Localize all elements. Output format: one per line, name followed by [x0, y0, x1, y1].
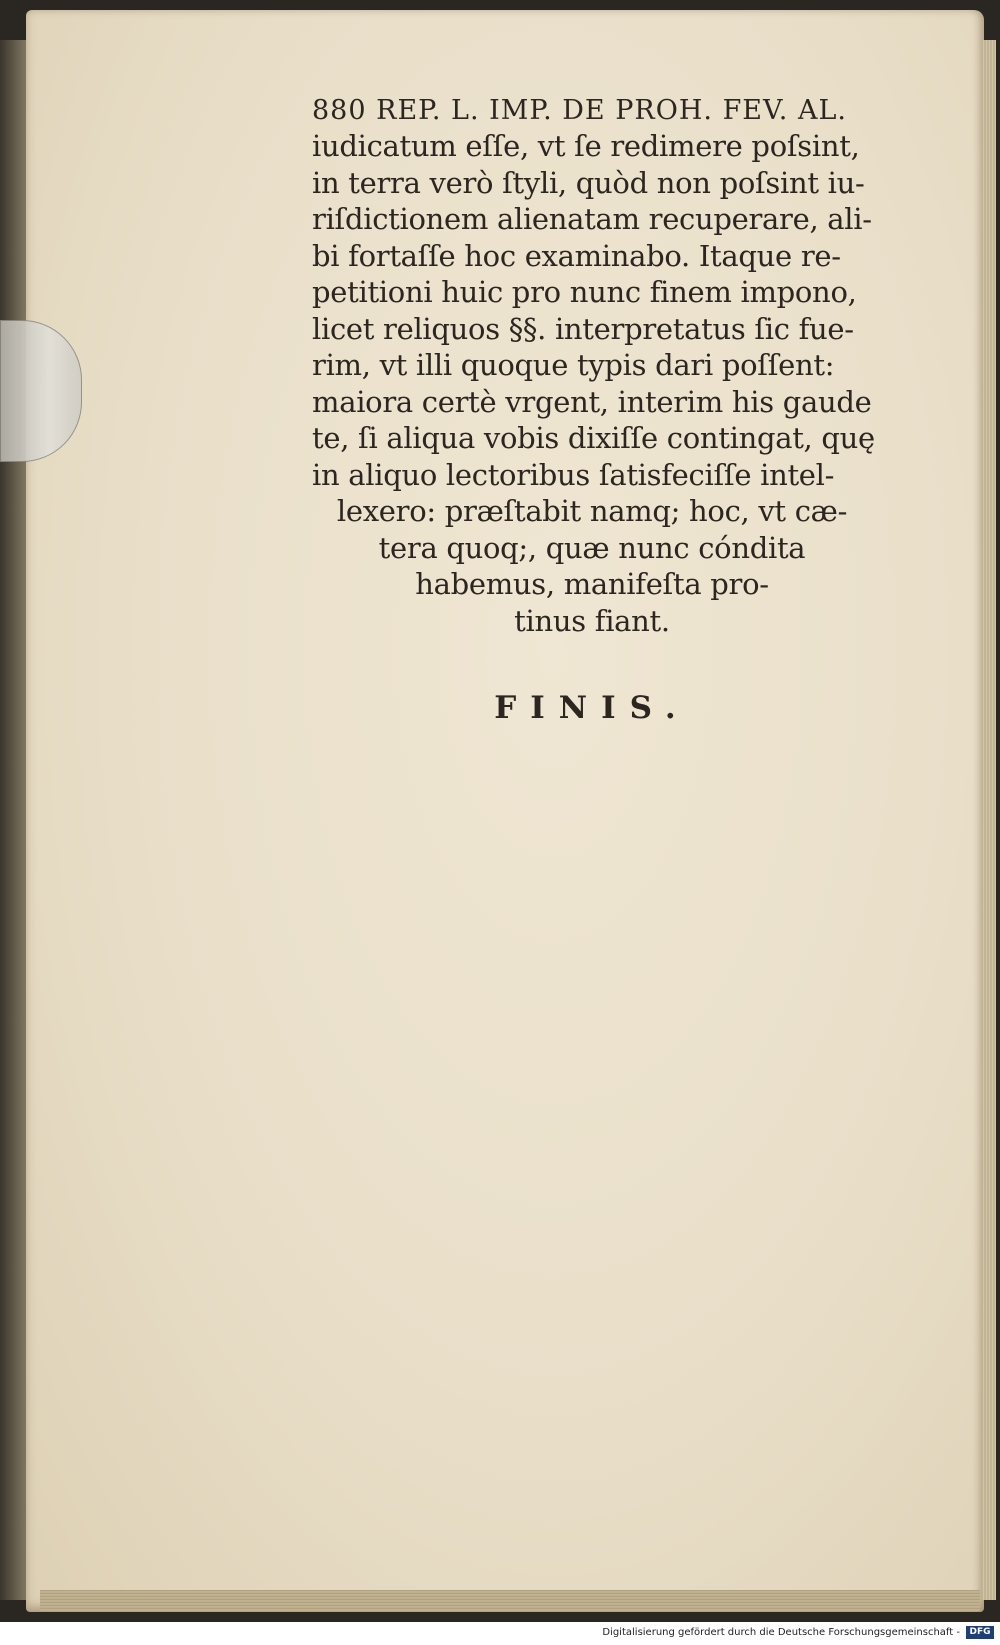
body-line: te, ſi aliqua vobis dixiſſe contingat, quę: [312, 421, 875, 455]
page-stack-right-edge: [982, 40, 996, 1600]
page-text-block: [312, 94, 892, 639]
body-line: iudicatum eſſe, vt ſe redimere poſsint,: [312, 129, 860, 163]
centered-line: tinus fiant.: [514, 603, 670, 638]
dfg-logo: DFG: [966, 1626, 994, 1639]
page-stack-bottom-edge: [40, 1590, 980, 1612]
body-line: bi fortaſſe hoc examinabo. Itaque re-: [312, 238, 841, 273]
finis-heading: FINIS.: [494, 690, 690, 726]
digitization-footer: [0, 1622, 1000, 1645]
body-line: maiora certè vrgent, interim his gaude: [312, 384, 872, 419]
centered-line: tera quoq;, quæ nunc cóndita: [378, 530, 806, 565]
funding-credit: Digitalisierung gefördert durch die Deutsche Forschungsgemeinschaft -: [602, 1627, 960, 1638]
centered-line: lexero: præſtabit namq; hoc, vt cæ-: [336, 494, 848, 528]
centered-line: habemus, manifeſta pro-: [415, 567, 769, 601]
body-line: petitioni huic pro nunc finem impono,: [312, 275, 857, 309]
running-header: 880 REP. L. IMP. DE PROH. FEV. AL.: [312, 95, 847, 126]
body-line: licet reliquos §§. interpretatus ſic fue-: [312, 311, 854, 346]
body-line: rim, vt illi quoque typis dari poſſent:: [312, 348, 835, 382]
body-line: in terra verò ſtyli, quòd non poſsint iu-: [312, 165, 865, 200]
body-line: riſdictionem alienatam recuperare, ali-: [312, 202, 872, 236]
body-line: in aliquo lectoribus ſatisfeciſſe intel-: [312, 457, 835, 492]
